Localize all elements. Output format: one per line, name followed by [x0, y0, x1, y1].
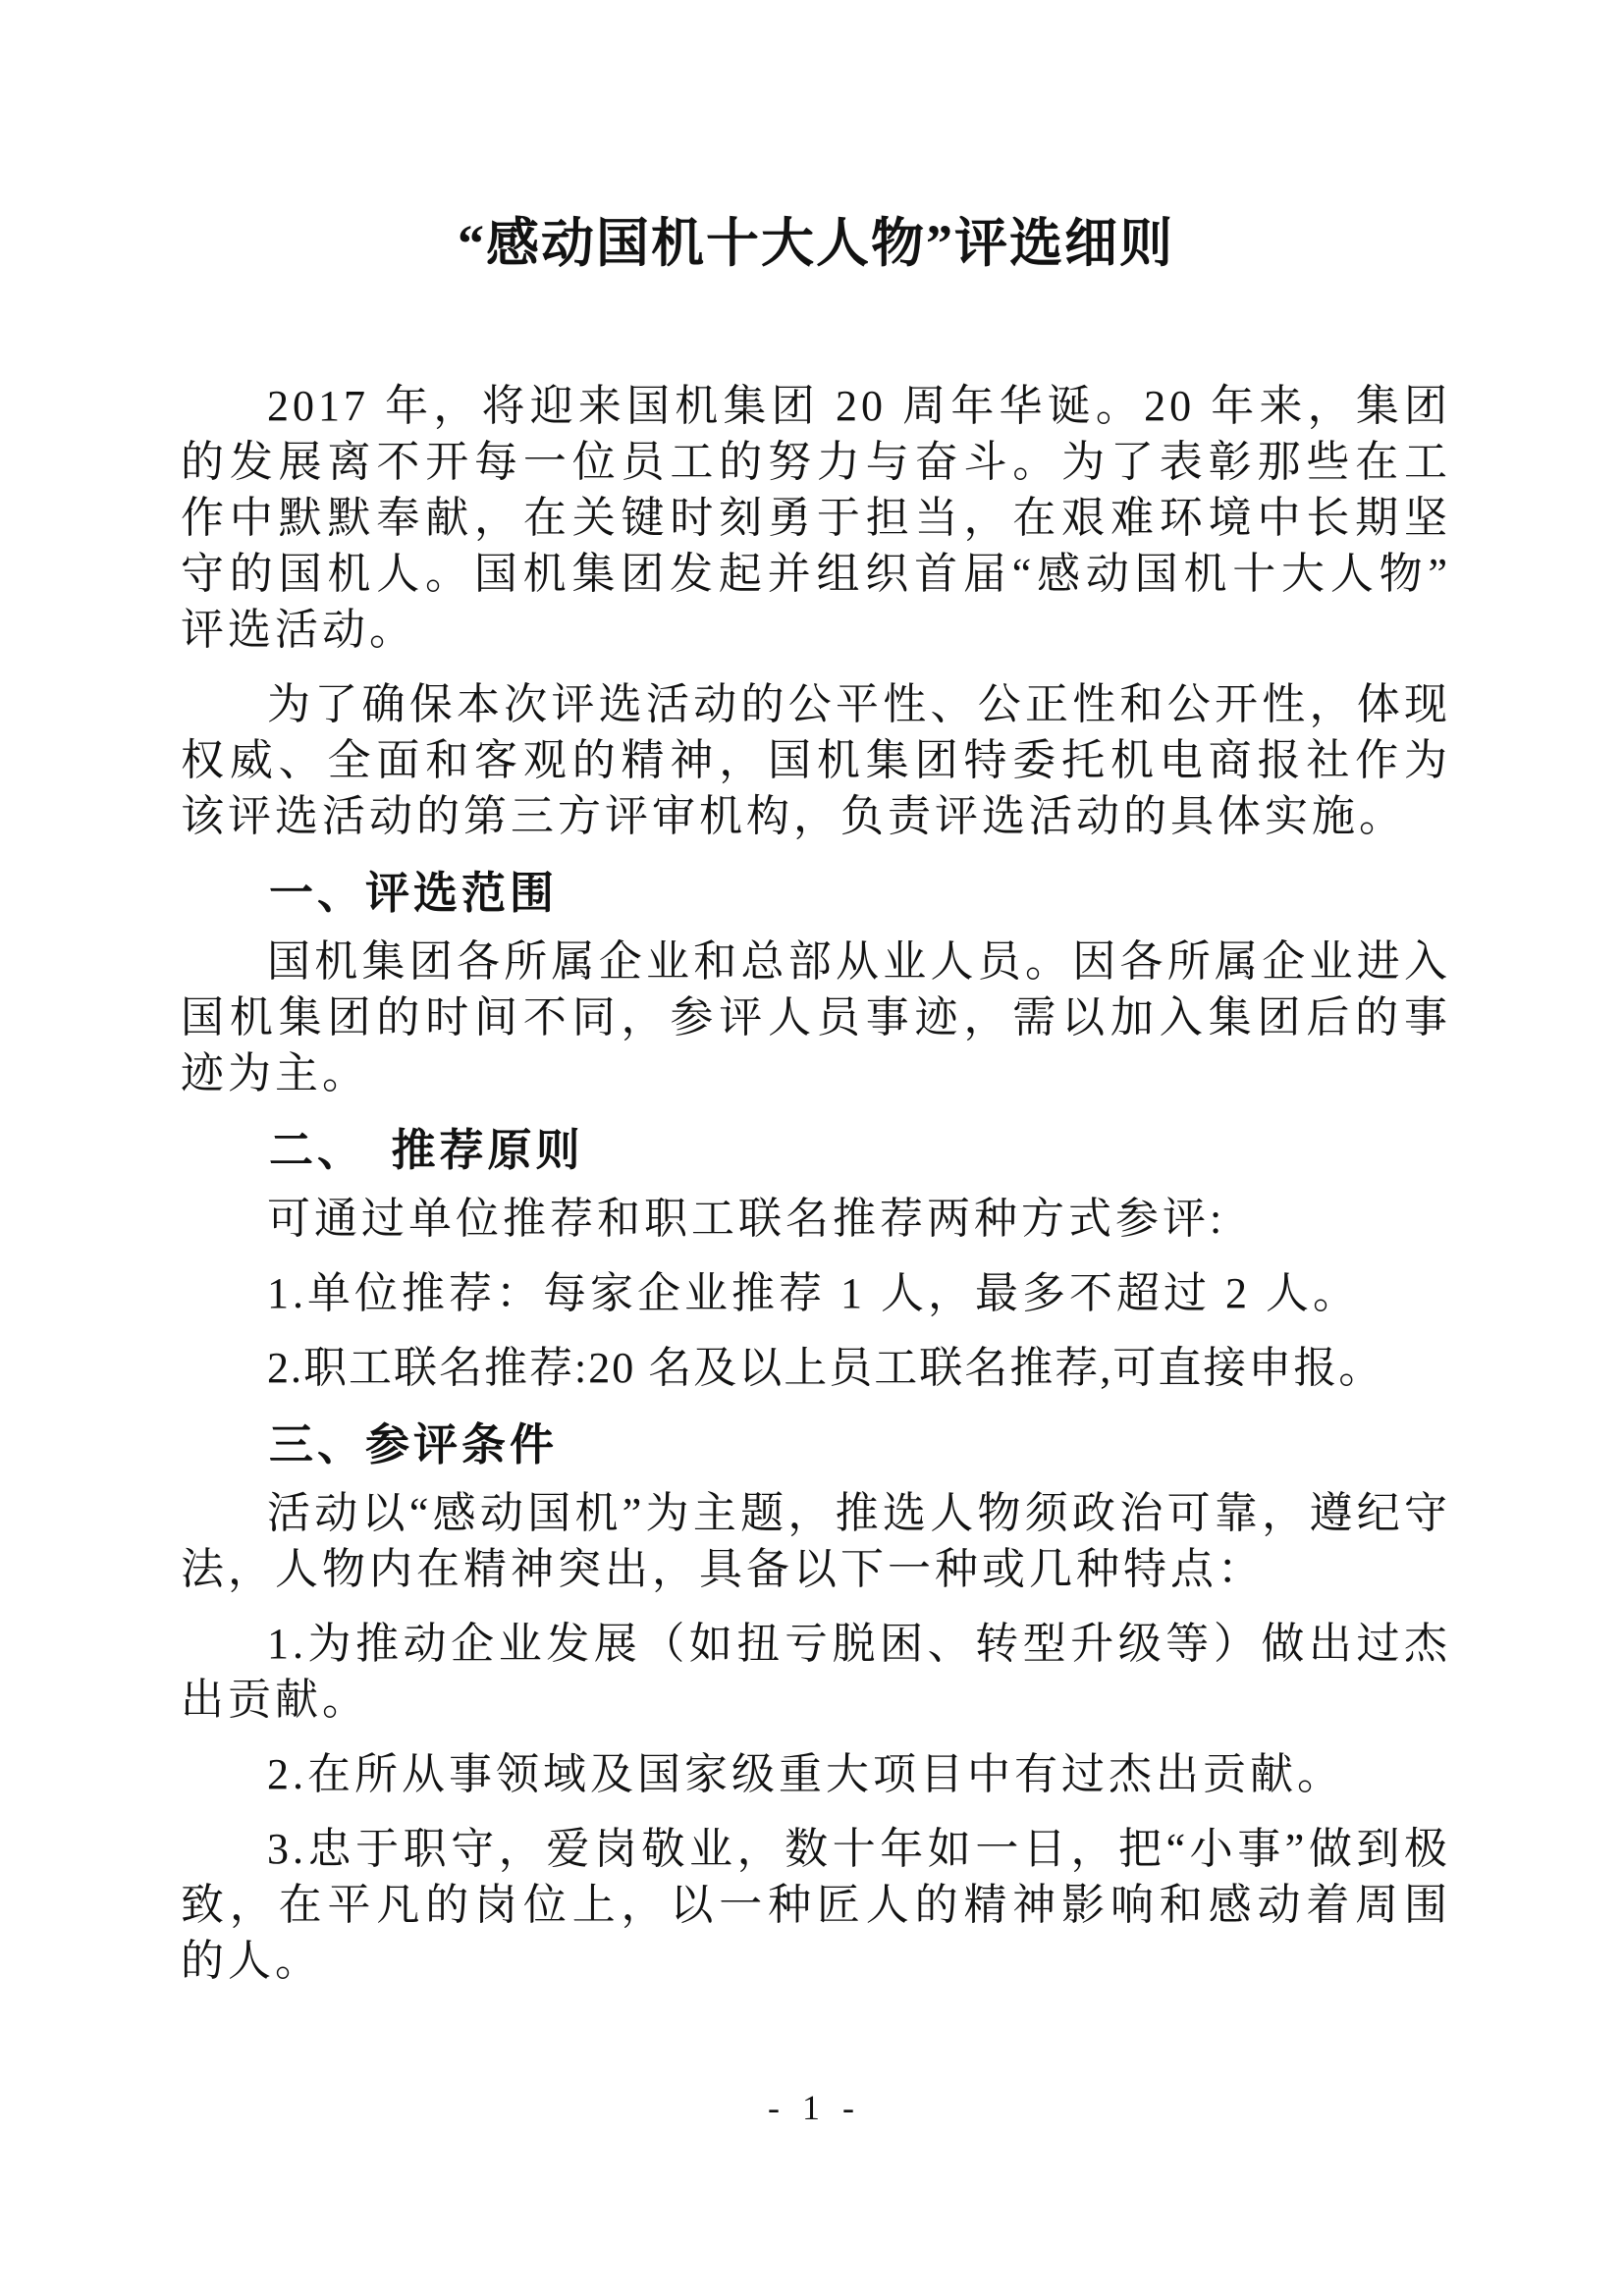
section-recommendation-paragraph-1: 可通过单位推荐和职工联名推荐两种方式参评: [267, 1195, 1226, 1243]
section-criteria-item-1: 1.为推动企业发展（如扭亏脱困、转型升级等）做出过杰出贡献。 [181, 1620, 1451, 1724]
document-title: “感动国机十大人物”评选细则 [458, 214, 1174, 273]
section-recommendation-item-2: 2.职工联名推荐:20 名及以上员工联名推荐,可直接申报。 [267, 1344, 1384, 1392]
intro-paragraph-2: 为了确保本次评选活动的公平性、公正性和公开性，体现权威、全面和客观的精神，国机集团特委托机电商报社作为该评选活动的第三方评审机构，负责评选活动的具体实施。 [181, 680, 1451, 840]
section-criteria-item-2: 2.在所从事领域及国家级重大项目中有过杰出贡献。 [267, 1750, 1344, 1798]
section-criteria-item-3: 3.忠于职守，爱岗敬业，数十年如一日，把“小事”做到极致，在平凡的岗位上，以一种匠人的精神影响和感动着周围的人。 [181, 1825, 1451, 1985]
section-scope-paragraph-1: 国机集团各所属企业和总部从业人员。因各所属企业进入国机集团的时间不同，参评人员事迹，需以加入集团后的事迹为主。 [181, 937, 1451, 1097]
section-heading-recommendation: 二、 推荐原则 [269, 1126, 584, 1175]
page-number: - 1 - [768, 2088, 856, 2127]
section-recommendation-item-1: 1.单位推荐：每家企业推荐 1 人，最多不超过 2 人。 [267, 1269, 1360, 1317]
section-heading-criteria: 三、参评条件 [269, 1420, 559, 1469]
intro-paragraph-1: 2017 年，将迎来国机集团 20 周年华诞。20 年来，集团的发展离不开每一位员工的努力与奋斗。为了表彰那些在工作中默默奉献，在关键时刻勇于担当，在艰难环境中长期坚守的国机人。国机集团发起并组织首届“感动国机十大人物”评选活动。 [181, 382, 1451, 654]
section-heading-scope: 一、评选范围 [269, 869, 559, 918]
section-criteria-paragraph-1: 活动以“感动国机”为主题，推选人物须政治可靠，遵纪守法，人物内在精神突出，具备以下一种或几种特点： [181, 1489, 1451, 1593]
